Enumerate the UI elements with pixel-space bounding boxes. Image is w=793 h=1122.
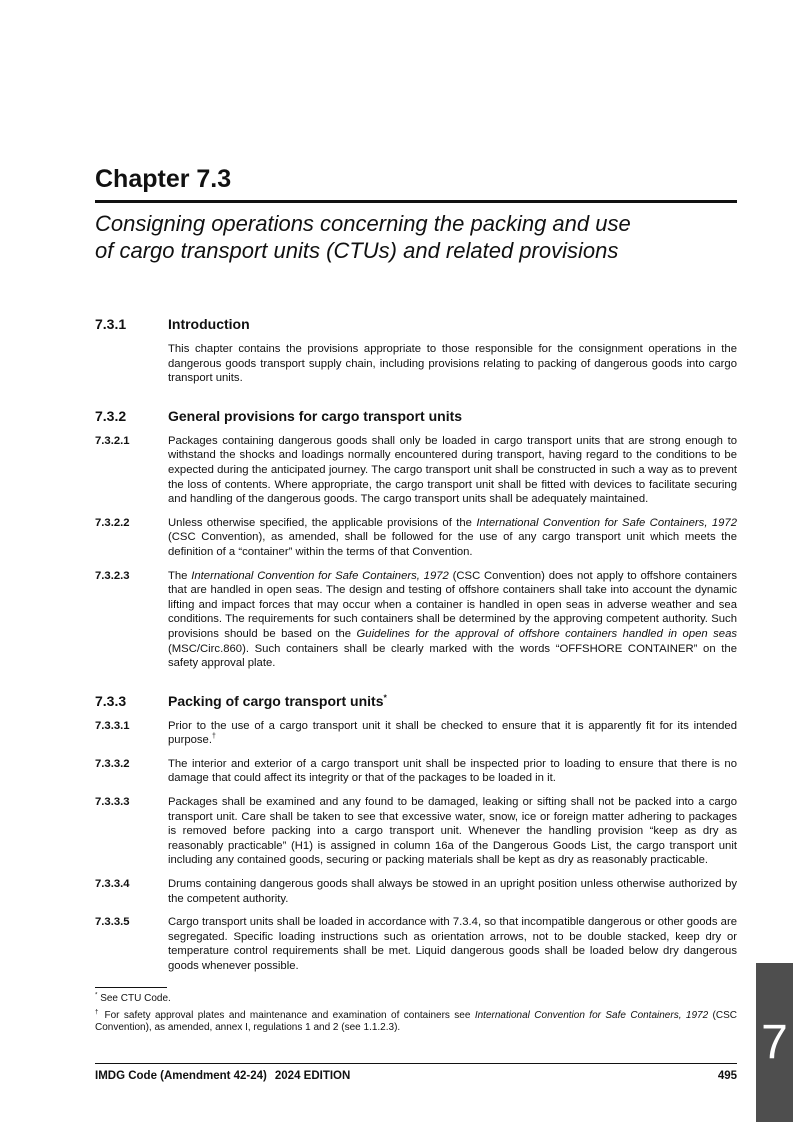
paragraph-row-7.3.2.2 xyxy=(95,516,737,560)
section-7.3.2 xyxy=(95,408,737,671)
section-number: 7.3.3 xyxy=(95,692,127,709)
text-run: International Convention for Safe Containers, 1972 xyxy=(474,1010,709,1021)
text-run: This chapter contains the provisions appropriate to those responsible for the consignment operations in the dangerous goods transport supply chain, including provisions relating to packing of dangerous goods into cargo transport units. xyxy=(168,343,737,385)
chapter-title-rule xyxy=(95,200,737,203)
text-run: (CSC Convention), as amended, shall be followed for the use of any cargo transport unit which meets the definition of a “container” within the terms of that Convention. xyxy=(168,531,737,558)
paragraph-number xyxy=(95,342,168,386)
text-run: Drums containing dangerous goods shall always be stowed in an upright position unless otherwise authorized by the competent authority. xyxy=(168,878,737,905)
page-number: 495 xyxy=(717,1070,737,1082)
footnote-separator xyxy=(95,987,167,988)
paragraph-row-7.3.3.2 xyxy=(95,757,737,786)
paragraph-text xyxy=(168,915,737,973)
chapter-label: Chapter 7.3 xyxy=(95,165,232,193)
footnotes-block xyxy=(95,987,737,1035)
paragraph-number: 7.3.2.2 xyxy=(95,516,130,529)
footnote-reference-marker: * xyxy=(383,692,387,703)
chapter-subtitle xyxy=(95,210,737,264)
paragraph-row-7.3.2.3 xyxy=(95,569,737,671)
paragraph-number: 7.3.2.1 xyxy=(95,434,130,447)
paragraph-text xyxy=(168,877,737,906)
footnote-marker: * xyxy=(95,991,98,999)
text-run: (CSC Convention) does not apply to offshore containers that are handled in open seas. The design and testing of offshore containers shall take into account the dynamic lifting and impact forces that may occur when a container is handled in open seas in adverse weather and sea conditions. The requirements for such containers shall be determined by the approving competent authority. Such provisions should be based on the xyxy=(168,569,737,640)
footer-imprint xyxy=(95,1070,350,1082)
section-7.3.1 xyxy=(95,316,737,386)
footer-edition-text: 2024 EDITION xyxy=(274,1070,351,1082)
section-title: Packing of cargo transport units* xyxy=(168,692,387,709)
paragraph-text xyxy=(168,516,737,560)
paragraph-row-7.3.3.4 xyxy=(95,877,737,906)
section-7.3.3 xyxy=(95,693,737,974)
paragraph-number: 7.3.3.2 xyxy=(95,757,130,770)
text-run: The interior and exterior of a cargo transport unit shall be inspected prior to loading to ensure that there is no damage that could affect its integrity or that of the packages to be loaded in it. xyxy=(168,757,737,785)
section-number: 7.3.1 xyxy=(95,316,127,332)
chapter-tab-label: 7 xyxy=(761,1015,788,1069)
paragraph-number: 7.3.2.3 xyxy=(95,569,130,582)
text-run: The xyxy=(168,569,192,582)
sections-container xyxy=(95,316,737,974)
section-heading-row xyxy=(95,693,737,710)
section-heading-row xyxy=(95,408,737,425)
footer-imprint-text: IMDG Code (Amendment 42-24) xyxy=(95,1070,267,1082)
text-run: For safety approval plates and maintenance and examination of containers see xyxy=(100,1010,475,1021)
paragraph-text xyxy=(168,795,737,868)
text-run: Guidelines for the approval of offshore containers handled in open seas xyxy=(356,627,737,640)
paragraph-text xyxy=(168,342,737,386)
paragraph-text xyxy=(168,719,737,748)
paragraph-text xyxy=(168,434,737,507)
page-footer xyxy=(95,1063,737,1082)
text-run: International Convention for Safe Containers, 1972 xyxy=(191,569,449,582)
paragraph-text xyxy=(168,757,737,786)
text-run: Unless otherwise specified, the applicable provisions of the xyxy=(168,516,477,529)
paragraph-row-7.3.2.1 xyxy=(95,434,737,507)
chapter-subtitle-line1: Consigning operations concerning the packing and use xyxy=(95,211,631,236)
paragraph-row-7.3.3.3 xyxy=(95,795,737,868)
text-run: See CTU Code. xyxy=(97,992,171,1004)
text-run: International Convention for Safe Containers, 1972 xyxy=(476,516,737,529)
page-content xyxy=(95,0,737,1035)
text-run: (MSC/Circ.860). Such containers shall be clearly marked with the words “OFFSHORE CONTAINER” on the safety approval plate. xyxy=(168,642,737,670)
text-run: (CSC Convention), as amended, annex I, regulations 1 and 2 (see 1.1.2.3). xyxy=(95,1010,737,1034)
paragraph-text xyxy=(168,569,737,671)
footnote-marker: † xyxy=(95,1008,101,1016)
section-heading-row xyxy=(95,316,737,333)
paragraph-number: 7.3.3.1 xyxy=(95,719,130,732)
chapter-thumb-tab xyxy=(756,963,793,1122)
text-run: Cargo transport units shall be loaded in accordance with 7.3.4, so that incompatible dangerous or other goods are segregated. Specific loading instructions such as orientation arrows, not to be double stacked, keep dry or temperature control requirements shall be met. Liquid dangerous goods shall be loaded below dry dangerous goods whenever possible. xyxy=(168,916,737,972)
footnote xyxy=(95,993,737,1005)
paragraph-row-7.3.3.1 xyxy=(95,719,737,748)
footnote-reference-marker: † xyxy=(211,733,216,741)
paragraph-row-7.3.3.5 xyxy=(95,915,737,973)
paragraph-number: 7.3.3.4 xyxy=(95,878,130,891)
paragraph-row xyxy=(95,342,737,386)
text-run: Packages shall be examined and any found to be damaged, leaking or sifting shall not be packed into a cargo transport unit. Care shall be taken to see that excessive water, snow, ice or foreign matter adhering to packages is removed before packing into a cargo transport unit. Whenever the handling provision “keep as dry as reasonably practicable” (H1) is assigned in column 16a of the Dangerous Goods List, the cargo transport unit including any contained goods, securing or packing materials shall be kept as dry as reasonably practicable. xyxy=(168,796,737,867)
text-run: Prior to the use of a cargo transport unit it shall be checked to ensure that it is apparently fit for its intended purpose. xyxy=(168,719,737,747)
footer-row xyxy=(95,1070,737,1082)
paragraph-number: 7.3.3.3 xyxy=(95,796,130,809)
paragraph-number: 7.3.3.5 xyxy=(95,916,130,929)
footer-rule xyxy=(95,1063,737,1064)
section-title: Introduction xyxy=(168,316,250,332)
footnote xyxy=(95,1010,737,1035)
section-title: General provisions for cargo transport units xyxy=(168,407,463,424)
chapter-subtitle-line2: of cargo transport units (CTUs) and related provisions xyxy=(95,238,619,263)
text-run: Packages containing dangerous goods shall only be loaded in cargo transport units that are strong enough to withstand the shocks and loadings normally encountered during transport, having regard to the conditions to be expected during the anticipated journey. The cargo transport unit shall be constructed in such a way as to prevent the loss of contents. Where appropriate, the cargo transport unit shall be fitted with devices to facilitate securing and handling of the dangerous goods. The cargo transport units shall be adequately maintained. xyxy=(168,434,737,506)
footnotes-list xyxy=(95,993,737,1035)
section-number: 7.3.2 xyxy=(95,407,127,424)
